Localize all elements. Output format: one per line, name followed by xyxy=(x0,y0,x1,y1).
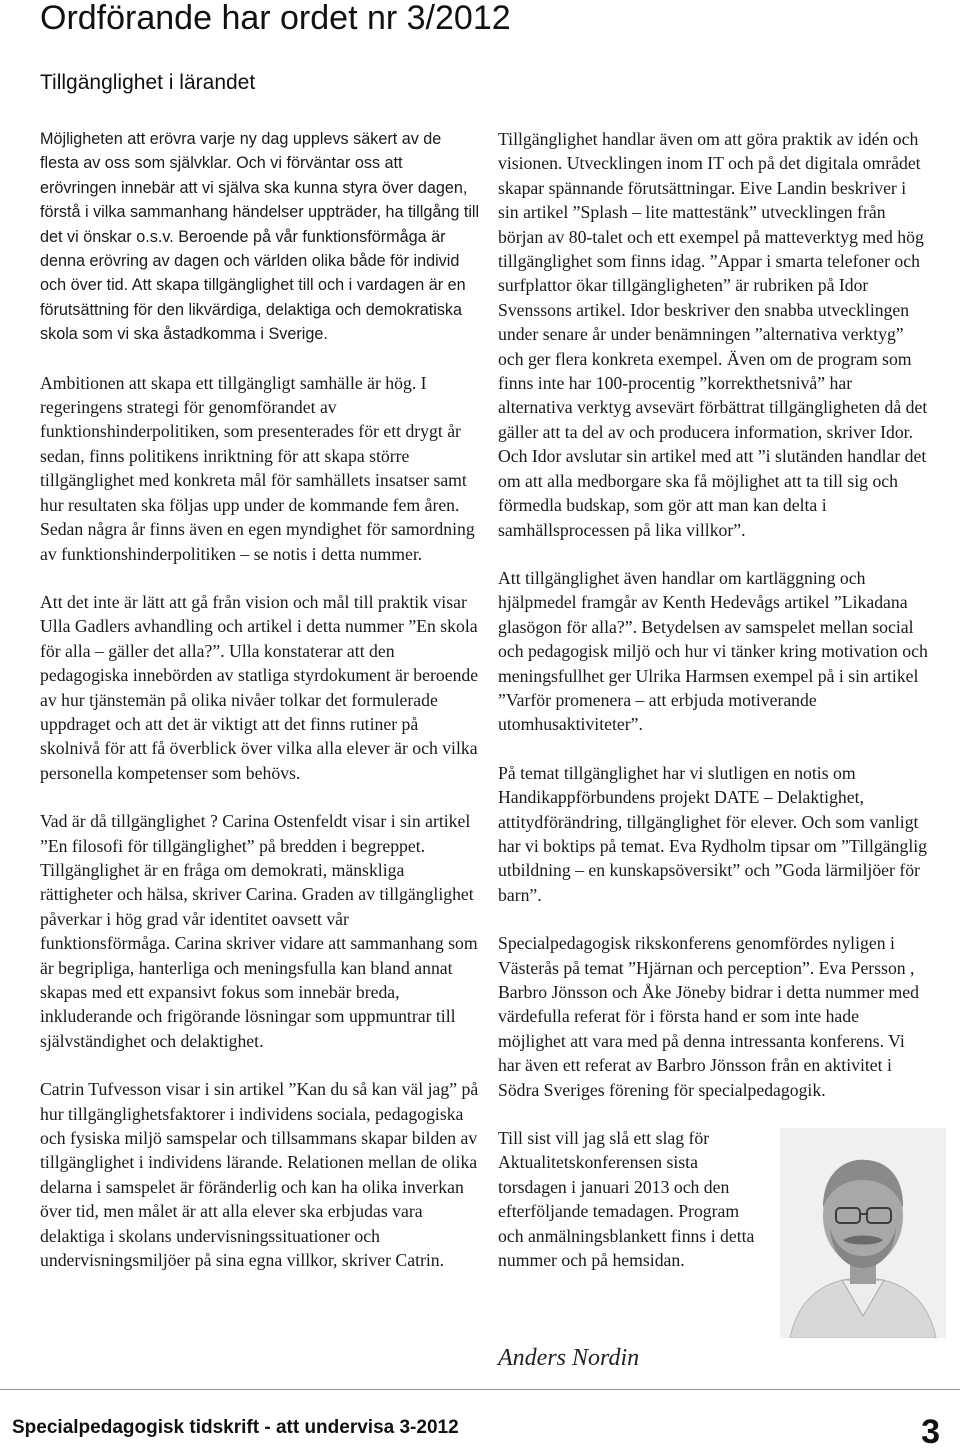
body-paragraph: Att tillgänglighet även handlar om kartläggning och hjälpmedel framgår av Kenth Hedevågs artikel ”Likadana glasögon för alla?”. Betydelsen av samspelet mellan social och pedagogisk miljö och hur vi tänker kring motivation och meningsfullhet ger Ulrika Harmsen exempel på i sin artikel ”Varför promenera – att erbjuda motiverande utomhusaktiviteter”. xyxy=(498,567,928,735)
right-column xyxy=(498,127,930,1396)
body-paragraph: Catrin Tufvesson visar i sin artikel ”Kan du så kan väl jag” på hur tillgänglighetsfaktorer i individens sociala, pedagogiska och fysiska miljö samspelar och tillsammans skapar bilden av tillgänglighet i individens lärande. Relationen mellan de olika delarna i samspelet är föränderlig och kan ha olika inverkan över tid, men målet är att alla elever ska erbjudas vara delaktiga i skolans undervisningssituationer och undervisningsmiljöer på sina egna villkor, skriver Catrin. xyxy=(40,1079,479,1271)
author-block xyxy=(498,1126,930,1344)
portrait-illustration xyxy=(780,1128,946,1338)
author-photo xyxy=(780,1128,946,1338)
body-paragraph: Specialpedagogisk rikskonferens genomfördes nyligen i Västerås på temat ”Hjärnan och perception”. Eva Persson , Barbro Jönsson och Åke Jöneby bidrar i detta nummer med värdefulla referat för i första hand er som inte hade möjlighet att vara med på denna intressanta konferens. Vi har även ett referat av Barbro Jönsson från en aktivitet i Södra Sveriges förening för specialpedagogik. xyxy=(498,933,919,1100)
footer-divider xyxy=(0,1389,960,1390)
footer-publication: Specialpedagogisk tidskrift - att undervisa 3-2012 xyxy=(12,1417,459,1438)
page-title: Ordförande har ordet nr 3/2012 xyxy=(40,0,511,37)
left-column xyxy=(40,127,480,1296)
body-paragraph: På temat tillgänglighet har vi slutligen en notis om Handikappförbundens projekt DATE – Delaktighet, attitydförändring, tillgänglighet för elever. Och som vanligt har vi boktips på temat. Eva Rydholm tipsar om ”Tillgänglig utbildning – en kunskapsöversikt” och ”Goda lärmiljöer för barn”. xyxy=(498,762,927,905)
intro-paragraph: Möjligheten att erövra varje ny dag upplevs säkert av de flesta av oss som självklar. Och vi förväntar oss att erövringen innebär att vi själva ska kunna styra över dagen, förstå i vilka sammanhang händelser uppträder, ha tillgång till det vi önskar o.s.v. Beroende på vår funktionsförmåga är denna erövring av dagen och världen olika både för individ och över tid. Att skapa tillgänglighet till och i vardagen är en förutsättning för den likvärdiga, delaktiga och demokratiska skola som vi ska åstadkomma i Sverige. xyxy=(40,130,480,344)
page-number: 3 xyxy=(921,1413,940,1451)
body-paragraph: Ambitionen att skapa ett tillgängligt samhälle är hög. I regeringens strategi för genomförandet av funktionshinderpolitiken, som presenterades för ett drygt år sedan, finns politikens inriktning för att skapa större tillgänglighet med konkreta mål för samhällets insatser samt hur resultaten ska följas upp under de kommande fem åren. Sedan några år finns även en egen myndighet för samordning av funktionshinderpolitiken – se notis i detta nummer. xyxy=(40,372,475,564)
page-subtitle: Tillgänglighet i lärandet xyxy=(40,71,256,94)
body-paragraph: Tillgänglighet handlar även om att göra praktik av idén och visionen. Utvecklingen inom IT och på det digitala området skapar spännande förutsättningar. Eive Landin beskriver i sin artikel ”Splash – lite mattestänk” utvecklingen från början av 80-talet och ett exempel på matteverktyg med hög tillgänglighet som finns idag. ”Appar i smarta telefoner och surfplattor ökar tillgängligheten” är rubriken på Idor Svenssons artikel. Idor beskriver den snabba utvecklingen under senare år under benämningen ”alternativa verktyg” och ger flera konkreta exempel. Även om de program som finns inte har 100-procentig ”korrekthetsnivå” har alternativa verktyg avsevärt förbättrat tillgängligheten då det gäller att ta del av och producera information, skriver Idor. Och Idor avslutar sin artikel med att ”i slutänden handlar det om att alla medborgare ska få möjlighet att ta till sig och förmedla budskap, som gör att man kan delta i samhällsprocessen på lika villkor”. xyxy=(498,129,928,540)
author-signature: Anders Nordin xyxy=(498,1345,640,1372)
closing-paragraph: Till sist vill jag slå ett slag för Aktualitetskonferensen sista torsdagen i januari 2013 och den efterföljande temadagen. Program och anmälningsblankett finns i detta nummer och på hemsidan. xyxy=(498,1128,755,1271)
body-paragraph: Att det inte är lätt att gå från vision och mål till praktik visar Ulla Gadlers avhandling och artikel i detta nummer ”En skola för alla – gäller det alla?”. Ulla konstaterar att den pedagogiska innebörden av statliga styrdokument är beroende av hur tjänstemän på olika nivåer tolkar det formulerade uppdraget och att det är viktigt att det finns rutiner på skolnivå för att få överblick över vilka alla elever är och vilka personella kompetenser som behövs. xyxy=(40,591,479,783)
body-paragraph: Vad är då tillgänglighet ? Carina Ostenfeldt visar i sin artikel ”En filosofi för tillgänglighet” på bredden i begreppet. Tillgänglighet är en fråga om demokrati, mänskliga rättigheter och hälsa, skriver Carina. Graden av tillgänglighet påverkar i hög grad vår identitet oavsett vår funktionsförmåga. Carina skriver vidare att sammanhang som är begripliga, hanterliga och meningsfulla kan bland annat skapas med ett expansivt fokus som innebär breda, inkluderande och frigörande lösningar som uppmuntrar till självständighet och delaktighet. xyxy=(40,811,478,1051)
